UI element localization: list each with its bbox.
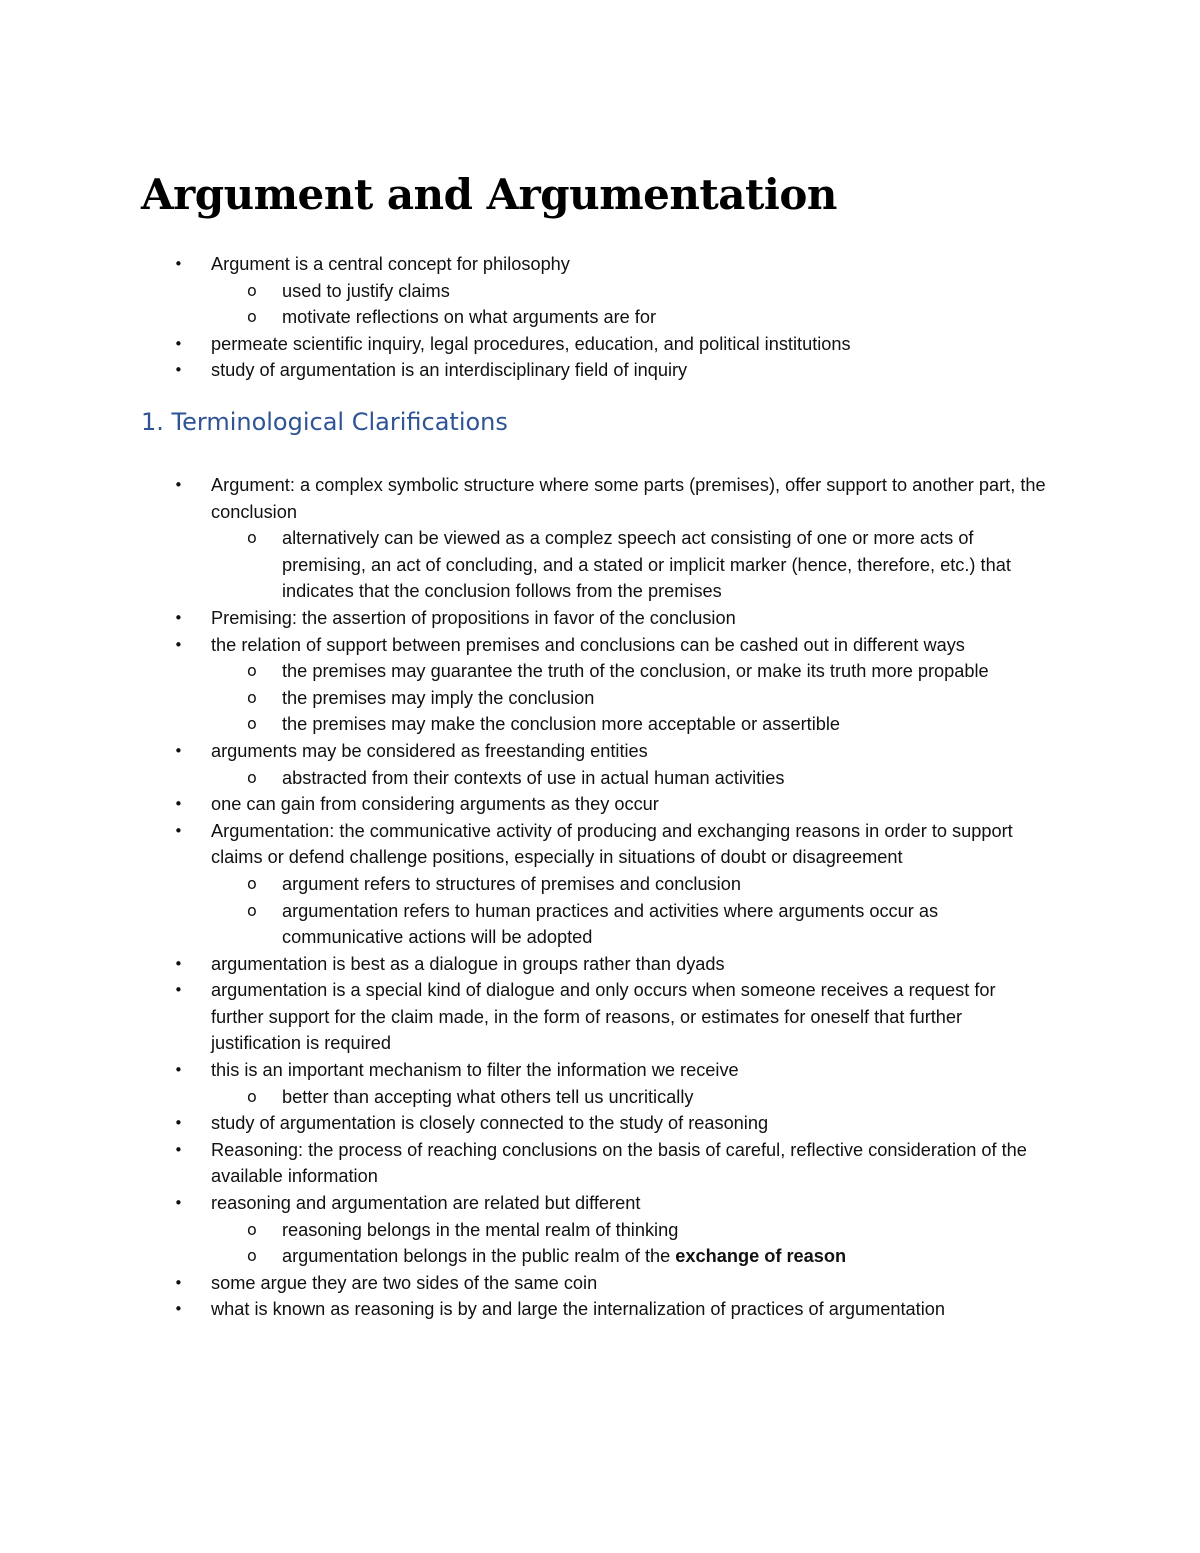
list-item-text: abstracted from their contexts of use in actual human activities: [282, 767, 785, 788]
bullet-icon: •: [174, 608, 183, 627]
circle-bullet-icon: o: [247, 1246, 257, 1266]
sub-list-item: [0, 1243, 1051, 1270]
bullet-icon: •: [174, 1114, 183, 1133]
list-item-text: study of argumentation is an interdisciplinary field of inquiry: [211, 360, 688, 381]
list-item: [0, 632, 1051, 659]
list-item-text: argumentation is a special kind of dialogue and only occurs when someone receives a request for further support for the claim made, in the form of reasons, or estimates for oneself that further justification is required: [211, 980, 996, 1054]
circle-bullet-icon: o: [247, 528, 257, 548]
terminology-bullet-list: [0, 472, 1051, 1323]
circle-bullet-icon: o: [247, 873, 257, 893]
list-item-text: argumentation refers to human practices and activities where arguments occur as communicative actions will be adopted: [282, 900, 939, 948]
sub-list-item: [0, 658, 1051, 685]
list-item-text: Reasoning: the process of reaching conclusions on the basis of careful, reflective consideration of the available information: [211, 1139, 1027, 1187]
list-item: [0, 738, 1051, 765]
list-item-text: argument refers to structures of premises and conclusion: [282, 873, 741, 894]
list-item-text: the premises may make the conclusion more acceptable or assertible: [282, 714, 841, 735]
list-item: [0, 791, 1051, 818]
sub-list-item: [0, 1084, 1051, 1111]
sub-list-item: [0, 898, 1051, 951]
sub-list-item: [0, 525, 1051, 605]
list-item-bold-text: exchange of reason: [675, 1246, 847, 1267]
bullet-icon: •: [174, 795, 183, 814]
circle-bullet-icon: o: [247, 1219, 257, 1239]
list-item-text: reasoning belongs in the mental realm of thinking: [282, 1219, 679, 1240]
document-title: Argument and Argumentation: [141, 170, 837, 219]
list-item: [0, 1296, 1051, 1323]
bullet-icon: •: [174, 1140, 183, 1159]
list-item-text: the relation of support between premises and conclusions can be cashed out in different ways: [211, 634, 965, 655]
sub-list-item: [0, 1217, 1051, 1244]
circle-bullet-icon: o: [247, 900, 257, 920]
list-item: [0, 357, 1051, 384]
list-item: [0, 977, 1051, 1057]
list-item: [0, 1190, 1051, 1217]
list-item-text: argumentation is best as a dialogue in groups rather than dyads: [211, 953, 725, 974]
list-item: [0, 251, 1051, 278]
bullet-icon: •: [174, 255, 183, 273]
list-item-text: better than accepting what others tell us uncritically: [282, 1086, 694, 1107]
list-item-text: this is an important mechanism to filter the information we receive: [211, 1060, 739, 1081]
circle-bullet-icon: o: [247, 714, 257, 734]
bullet-icon: •: [174, 635, 183, 654]
list-item-text: study of argumentation is closely connected to the study of reasoning: [211, 1113, 769, 1134]
list-item-text: what is known as reasoning is by and large the internalization of practices of argumentation: [211, 1299, 945, 1320]
intro-bullet-list: [0, 251, 1051, 384]
bullet-icon: •: [174, 361, 183, 380]
list-item-text: used to justify claims: [282, 280, 450, 301]
list-item-text: Premising: the assertion of propositions in favor of the conclusion: [211, 607, 736, 628]
list-item-text: Argument: a complex symbolic structure where some parts (premises), offer support to another part, the conclusion: [211, 475, 1046, 522]
sub-list-item: [0, 711, 1051, 738]
list-item: [0, 1110, 1051, 1137]
bullet-icon: •: [174, 741, 183, 760]
bullet-icon: •: [174, 954, 183, 973]
list-item-text: some argue they are two sides of the same coin: [211, 1272, 598, 1293]
list-item-text: arguments may be considered as freestanding entities: [211, 740, 648, 761]
list-item-text: Argument is a central concept for philosophy: [211, 254, 570, 274]
list-item-text: motivate reflections on what arguments are for: [282, 307, 657, 328]
list-item: [0, 605, 1051, 632]
list-item-text: one can gain from considering arguments as they occur: [211, 794, 659, 815]
list-item-text: the premises may imply the conclusion: [282, 687, 595, 708]
list-item: [0, 331, 1051, 358]
list-item-text: alternatively can be viewed as a complez speech act consisting of one or more acts of premising, an act of concluding, and a stated or implicit marker (hence, therefore, etc.) that indicates that the conclusion follows from the premises: [282, 528, 1011, 602]
list-item: [0, 951, 1051, 978]
sub-list-item: [0, 278, 1051, 305]
list-item-text: permeate scientific inquiry, legal procedures, education, and political institutions: [211, 333, 851, 354]
sub-list-item: [0, 765, 1051, 792]
list-item-text: Argumentation: the communicative activity of producing and exchanging reasons in order to support claims or defend challenge positions, especially in situations of doubt or disagreement: [211, 820, 1013, 868]
circle-bullet-icon: o: [247, 307, 257, 327]
bullet-icon: •: [174, 1061, 183, 1080]
section-heading: 1. Terminological Clarifications: [141, 408, 508, 436]
list-item-text: the premises may guarantee the truth of the conclusion, or make its truth more propable: [282, 661, 989, 682]
circle-bullet-icon: o: [247, 1086, 257, 1106]
bullet-icon: •: [174, 821, 183, 840]
bullet-icon: •: [174, 334, 183, 353]
list-item: [0, 1057, 1051, 1084]
bullet-icon: •: [174, 981, 183, 1000]
list-item: [0, 472, 1051, 525]
bullet-icon: •: [174, 1273, 183, 1292]
sub-list-item: [0, 685, 1051, 712]
circle-bullet-icon: o: [247, 661, 257, 681]
list-item-text: argumentation belongs in the public realm of the: [282, 1246, 676, 1267]
bullet-icon: •: [174, 1300, 183, 1319]
circle-bullet-icon: o: [247, 280, 257, 300]
sub-list-item: [0, 871, 1051, 898]
list-item: [0, 818, 1051, 871]
bullet-icon: •: [174, 476, 183, 494]
circle-bullet-icon: o: [247, 767, 257, 787]
list-item-text: reasoning and argumentation are related but different: [211, 1193, 641, 1214]
list-item: [0, 1270, 1051, 1297]
bullet-icon: •: [174, 1194, 183, 1213]
sub-list-item: [0, 304, 1051, 331]
circle-bullet-icon: o: [247, 687, 257, 707]
list-item: [0, 1137, 1051, 1190]
